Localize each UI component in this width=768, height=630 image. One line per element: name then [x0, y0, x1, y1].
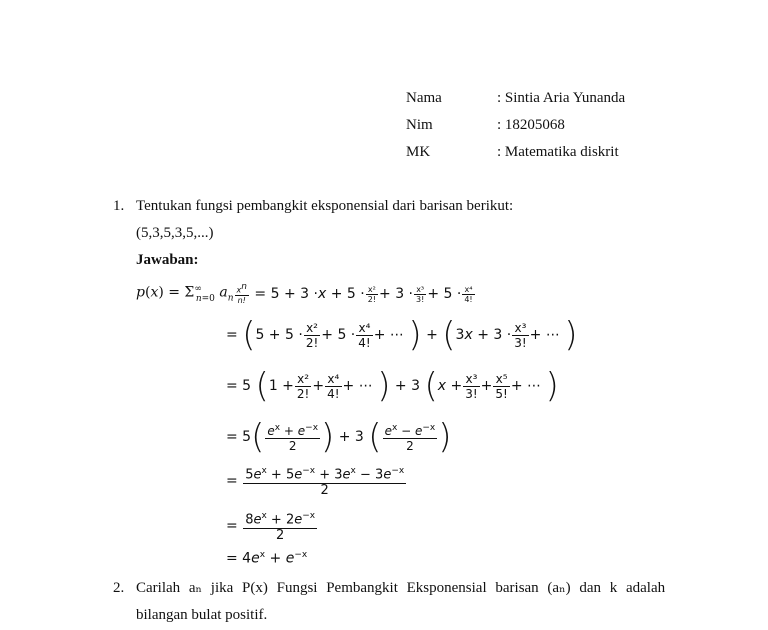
- name-label: Nama: [406, 90, 442, 106]
- equation-line-6: = $\frac{8e^x + 2e^{-x}}{2}$: [226, 511, 316, 543]
- equation-line-3: = 5 ( 1 + $\frac{\text{x²}}{2!}$ + $\frac{\text{x⁴}}{4!}$ + ⋯ ) + 3 ( x + $\frac{\text{x³}}{3!}$ + $\frac{\text{x⁵}}{5!}$ + ⋯ ): [226, 366, 559, 406]
- equation-line-5: = $\frac{5e^x + 5e^{-x} + 3e^x - 3e^{-x}}{2}$: [226, 466, 405, 498]
- q1-number: 1.: [113, 198, 125, 214]
- equation-line-2: = ( 5 + 5 · $\frac{\text{x²}}{2!}$ + 5 · $\frac{\text{x⁴}}{4!}$ + ⋯ ) + ( 3 x + 3 · $\frac{\text{x³}}{3!}$ + ⋯ ): [226, 315, 578, 355]
- course-value: : Matematika diskrit: [497, 144, 619, 160]
- answer-label: Jawaban:: [136, 252, 199, 268]
- equation-line-1: $p(x) = \Sigma^\infty_{n=0}$ $a_n$ $\frac{x^n}{n!}$ = 5 + 3 · x + 5 · $\frac{\text{x²}}{2!}$ + 3 · $\frac{\text{x³}}{3!}$ + 5 · $\frac{\text{x⁴}}{4!}$: [136, 282, 473, 305]
- nim-label: Nim: [406, 117, 433, 133]
- q2-number: 2.: [113, 580, 125, 596]
- course-label: MK: [406, 144, 431, 160]
- q1-text: Tentukan fungsi pembangkit eksponensial dari barisan berikut:: [136, 198, 514, 214]
- equation-line-4: = 5 ( $\frac{e^x + e^{-x}}{2}$ ) + 3 ( $\frac{e^x - e^{-x}}{2}$ ): [226, 417, 452, 457]
- q2-line-2: bilangan bulat positif.: [136, 607, 268, 623]
- q2-line-1: Carilah aₙ jika P(x) Fungsi Pembangkit Eksponensial barisan (aₙ) dan k adalah: [136, 580, 666, 596]
- name-value: : Sintia Aria Yunanda: [497, 90, 626, 106]
- nim-value: : 18205068: [497, 117, 565, 133]
- q1-sequence: (5,3,5,3,5,...): [136, 225, 214, 241]
- equation-line-7: = $4e^x + e^{-x}$: [226, 550, 308, 567]
